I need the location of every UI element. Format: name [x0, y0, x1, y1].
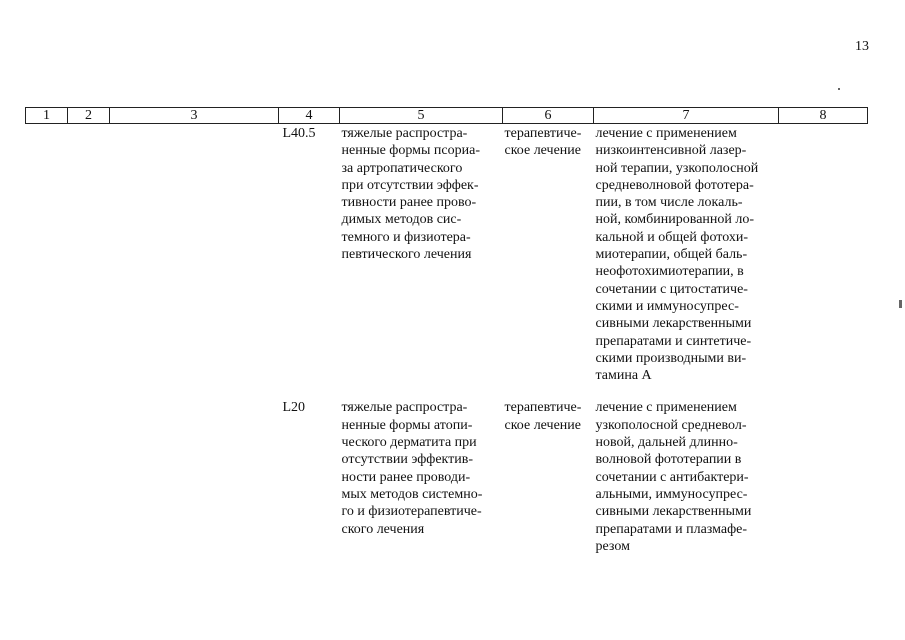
- page-number: 13: [855, 39, 869, 54]
- table-row: [26, 384, 868, 555]
- cell-empty: [110, 124, 279, 385]
- col-number-3: 3: [110, 108, 279, 124]
- text-line: тивности ранее прово-: [341, 195, 477, 211]
- cell-empty: [779, 384, 868, 555]
- text-line: тамина А: [595, 368, 652, 384]
- text-line: средневолновой фототера-: [595, 177, 754, 193]
- text-line: препаратами и плазмафе-: [595, 521, 748, 537]
- text-line: ческого дерматита при: [341, 435, 477, 451]
- text-line: ненные формы псориа-: [341, 143, 481, 159]
- col-number-4: 4: [279, 108, 340, 124]
- text-line: узкополосной средневол-: [595, 417, 747, 433]
- text-line: певтического лечения: [341, 247, 472, 263]
- col-number-6: 6: [503, 108, 594, 124]
- treatment-type: [503, 384, 594, 555]
- text-line: отсутствии эффектив-: [341, 452, 474, 468]
- text-line: мых методов системно-: [341, 486, 483, 502]
- text-line: ского лечения: [341, 521, 425, 537]
- col-number-7: 7: [594, 108, 779, 124]
- text-line: новой, дальней длинно-: [595, 435, 738, 451]
- text-line: терапевтиче-: [504, 400, 582, 416]
- cell-empty: [68, 124, 110, 385]
- col-number-2: 2: [68, 108, 110, 124]
- text-line: ское лечение: [504, 143, 581, 159]
- text-line: пии, в том числе локаль-: [595, 195, 743, 211]
- text-line: ной, комбинированной ло-: [595, 212, 755, 228]
- text-line: альными, иммуносупрес-: [595, 486, 748, 502]
- col-number-1: 1: [26, 108, 68, 124]
- text-line: за артропатического: [341, 160, 463, 176]
- treatment-method: [594, 124, 779, 385]
- text-line: скими производными ви-: [595, 350, 747, 366]
- text-line: волновой фототерапии в: [595, 452, 742, 468]
- text-line: сивными лекарственными: [595, 504, 752, 520]
- table-row: [26, 124, 868, 385]
- text-line: ной терапии, узкополосной: [595, 160, 759, 176]
- text-line: ности ранее проводи-: [341, 469, 471, 485]
- treatment-type: [503, 124, 594, 385]
- diagnosis-code: L40.5: [282, 126, 316, 141]
- text-line: сочетании с антибактери-: [595, 469, 749, 485]
- text-line: го и физиотерапевтиче-: [341, 504, 482, 520]
- text-line: ненные формы атопи-: [341, 417, 473, 433]
- text-line: при отсутствии эффек-: [341, 177, 479, 193]
- text-line: тяжелые распростра-: [341, 400, 468, 416]
- text-line: лечение с применением: [595, 126, 737, 141]
- text-line: низкоинтенсивной лазер-: [595, 143, 747, 159]
- condition-description: [340, 124, 503, 385]
- medical-care-table: [25, 107, 868, 555]
- text-line: неофотохимиотерапии, в: [595, 264, 744, 280]
- text-line: сочетании с цитостатиче-: [595, 281, 748, 297]
- text-line: тяжелые распростра-: [341, 126, 468, 141]
- text-line: кальной и общей фотохи-: [595, 229, 749, 245]
- text-line: лечение с применением: [595, 400, 737, 416]
- text-line: сивными лекарственными: [595, 316, 752, 332]
- text-line: препаратами и синтетиче-: [595, 333, 752, 349]
- cell-empty: [779, 124, 868, 385]
- text-line: темного и физиотера-: [341, 229, 471, 245]
- text-line: димых методов сис-: [341, 212, 462, 228]
- condition-description: [340, 384, 503, 555]
- text-line: миотерапии, общей баль-: [595, 247, 748, 263]
- cell-empty: [26, 124, 68, 385]
- diagnosis-code: L20: [282, 400, 306, 416]
- text-line: резом: [595, 538, 630, 554]
- scan-mark: [899, 300, 902, 308]
- cell-empty: [68, 384, 110, 555]
- col-number-5: 5: [340, 108, 503, 124]
- text-line: скими и иммуносупрес-: [595, 298, 739, 314]
- cell-empty: [110, 384, 279, 555]
- treatment-method: [594, 384, 779, 555]
- scan-speck: [838, 88, 840, 90]
- cell-empty: [26, 384, 68, 555]
- text-line: терапевтиче-: [504, 126, 582, 141]
- text-line: ское лечение: [504, 417, 581, 433]
- column-number-row: [26, 108, 868, 124]
- col-number-8: 8: [779, 108, 868, 124]
